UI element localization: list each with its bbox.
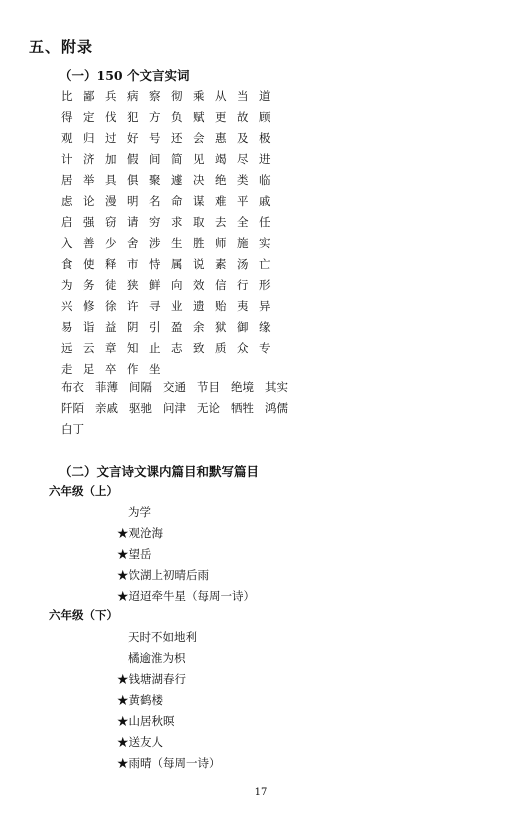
vocab-char: 去 (215, 215, 227, 229)
vocab-char: 负 (171, 110, 183, 124)
poem-title: ★黄鹤楼 (117, 693, 163, 707)
vocab-char: 及 (237, 131, 249, 145)
vocab-char: 御 (237, 320, 249, 334)
vocab-char: 故 (237, 110, 249, 124)
vocab-char: 止 (149, 341, 161, 355)
vocab-char: 亡 (259, 257, 271, 271)
char-row (61, 275, 281, 296)
vocab-char: 俱 (127, 173, 139, 187)
vocab-char: 狭 (127, 278, 139, 292)
vocab-word: 白丁 (61, 422, 84, 436)
vocab-char: 假 (127, 152, 139, 166)
vocab-char: 命 (171, 194, 183, 208)
vocab-char: 虑 (61, 194, 73, 208)
vocab-char: 名 (149, 194, 161, 208)
vocab-char: 务 (83, 278, 95, 292)
vocab-char: 从 (215, 89, 227, 103)
vocab-word: 阡陌 (61, 401, 84, 415)
poem-title: 橘逾淮为枳 (128, 651, 186, 665)
vocab-char: 得 (61, 110, 73, 124)
poem-title: ★饮湖上初晴后雨 (117, 568, 209, 582)
vocab-char: 贻 (215, 299, 227, 313)
vocab-char: 诣 (83, 320, 95, 334)
vocab-char: 类 (237, 173, 249, 187)
poem-title: ★钱塘湖春行 (117, 672, 186, 686)
vocab-char: 走 (61, 362, 73, 376)
page-number: 17 (254, 787, 268, 798)
vocab-char: 会 (193, 131, 205, 145)
vocab-char: 寻 (149, 299, 161, 313)
vocab-char: 察 (149, 89, 161, 103)
vocab-word: 亲戚 (95, 401, 118, 415)
char-row (61, 254, 281, 275)
vocab-char: 修 (83, 299, 95, 313)
vocab-char: 许 (127, 299, 139, 313)
vocab-char: 云 (83, 341, 95, 355)
vocab-char: 异 (259, 299, 271, 313)
vocab-char: 盈 (171, 320, 183, 334)
vocab-char: 间 (149, 152, 161, 166)
vocab-char: 坐 (149, 362, 161, 376)
vocab-char: 知 (127, 341, 139, 355)
poem-title: 天时不如地利 (128, 630, 197, 644)
poem-title: ★雨晴（每周一诗） (117, 756, 221, 770)
vocab-word: 驱驰 (129, 401, 152, 415)
vocab-char: 专 (259, 341, 271, 355)
vocab-char: 施 (237, 236, 249, 250)
vocab-char: 观 (61, 131, 73, 145)
vocab-char: 释 (105, 257, 117, 271)
vocab-char: 食 (61, 257, 73, 271)
vocab-char: 彻 (171, 89, 183, 103)
vocab-char: 少 (105, 236, 117, 250)
vocab-char: 漫 (105, 194, 117, 208)
vocab-char: 生 (171, 236, 183, 250)
vocab-char: 归 (83, 131, 95, 145)
vocab-char: 属 (171, 257, 183, 271)
vocab-char: 还 (171, 131, 183, 145)
vocab-char: 取 (193, 215, 205, 229)
vocab-char: 论 (83, 194, 95, 208)
vocab-char: 鄙 (83, 89, 95, 103)
grade-label-6-upper: 六年级（上） (49, 484, 118, 498)
vocab-char: 任 (259, 215, 271, 229)
vocab-char: 顾 (259, 110, 271, 124)
vocab-char: 更 (215, 110, 227, 124)
vocab-char: 当 (237, 89, 249, 103)
vocab-char: 质 (215, 341, 227, 355)
vocab-char: 难 (215, 194, 227, 208)
vocab-char: 信 (215, 278, 227, 292)
vocab-char: 居 (61, 173, 73, 187)
vocab-char: 加 (105, 152, 117, 166)
vocab-char: 致 (193, 341, 205, 355)
poem-title: ★送友人 (117, 735, 163, 749)
vocabulary-word-list (61, 377, 299, 440)
vocab-char: 比 (61, 89, 73, 103)
char-row (61, 233, 281, 254)
char-row (61, 128, 281, 149)
vocab-char: 形 (259, 278, 271, 292)
vocab-char: 足 (83, 362, 95, 376)
vocab-word: 无论 (197, 401, 220, 415)
vocab-char: 尽 (237, 152, 249, 166)
char-row (61, 317, 281, 338)
vocab-char: 穷 (149, 215, 161, 229)
grade-label-6-lower: 六年级（下） (49, 608, 118, 622)
vocab-word: 菲薄 (95, 380, 118, 394)
vocab-char: 伐 (105, 110, 117, 124)
vocab-char: 说 (193, 257, 205, 271)
char-row (61, 86, 281, 107)
vocab-char: 好 (127, 131, 139, 145)
vocab-char: 狱 (215, 320, 227, 334)
char-row (61, 191, 281, 212)
vocab-char: 求 (171, 215, 183, 229)
vocab-char: 恃 (149, 257, 161, 271)
vocab-char: 作 (127, 362, 139, 376)
vocab-char: 夷 (237, 299, 249, 313)
vocab-char: 遽 (171, 173, 183, 187)
vocab-char: 决 (193, 173, 205, 187)
vocab-char: 赋 (193, 110, 205, 124)
vocab-char: 徒 (105, 278, 117, 292)
vocab-char: 简 (171, 152, 183, 166)
vocab-char: 启 (61, 215, 73, 229)
vocab-char: 引 (149, 320, 161, 334)
vocab-char: 济 (83, 152, 95, 166)
vocab-char: 章 (105, 341, 117, 355)
vocab-word: 节目 (197, 380, 220, 394)
vocab-char: 涉 (149, 236, 161, 250)
vocab-char: 胜 (193, 236, 205, 250)
vocab-word: 间隔 (129, 380, 152, 394)
vocab-word: 布衣 (61, 380, 84, 394)
vocab-char: 谋 (193, 194, 205, 208)
vocab-word: 问津 (163, 401, 186, 415)
vocab-word: 绝境 (231, 380, 254, 394)
word-row (61, 419, 299, 440)
vocab-word: 其实 (265, 380, 288, 394)
word-row (61, 398, 299, 419)
vocab-char: 乘 (193, 89, 205, 103)
vocab-char: 号 (149, 131, 161, 145)
vocab-char: 窃 (105, 215, 117, 229)
vocab-char: 临 (259, 173, 271, 187)
poem-title: 为学 (128, 505, 151, 519)
vocab-char: 缘 (259, 320, 271, 334)
subsection-title-vocabulary: （一）150 个文言实词 (59, 68, 190, 83)
vocab-char: 业 (171, 299, 183, 313)
vocab-char: 为 (61, 278, 73, 292)
vocab-char: 行 (237, 278, 249, 292)
vocab-char: 举 (83, 173, 95, 187)
vocab-char: 病 (127, 89, 139, 103)
subsection-title-poems: （二）文言诗文课内篇目和默写篇目 (59, 464, 260, 479)
vocab-char: 市 (127, 257, 139, 271)
word-row (61, 377, 299, 398)
vocab-char: 具 (105, 173, 117, 187)
vocab-char: 计 (61, 152, 73, 166)
vocab-char: 强 (83, 215, 95, 229)
poem-title: ★望岳 (117, 547, 152, 561)
vocab-char: 阴 (127, 320, 139, 334)
vocab-char: 兵 (105, 89, 117, 103)
vocab-char: 平 (237, 194, 249, 208)
vocab-char: 见 (193, 152, 205, 166)
vocab-char: 效 (193, 278, 205, 292)
section-title: 五、附录 (29, 38, 94, 56)
vocab-char: 实 (259, 236, 271, 250)
char-row (61, 296, 281, 317)
vocab-char: 向 (171, 278, 183, 292)
vocab-char: 犯 (127, 110, 139, 124)
vocab-char: 全 (237, 215, 249, 229)
vocab-char: 遗 (193, 299, 205, 313)
vocab-char: 定 (83, 110, 95, 124)
vocab-char: 极 (259, 131, 271, 145)
vocab-char: 远 (61, 341, 73, 355)
vocab-char: 兴 (61, 299, 73, 313)
vocab-char: 众 (237, 341, 249, 355)
char-row (61, 149, 281, 170)
vocab-char: 舍 (127, 236, 139, 250)
vocab-char: 竭 (215, 152, 227, 166)
vocab-char: 汤 (237, 257, 249, 271)
vocab-char: 过 (105, 131, 117, 145)
vocab-char: 师 (215, 236, 227, 250)
vocab-char: 善 (83, 236, 95, 250)
vocab-char: 聚 (149, 173, 161, 187)
vocab-char: 入 (61, 236, 73, 250)
poem-title: ★观沧海 (117, 526, 163, 540)
char-row (61, 338, 281, 359)
vocab-word: 鸿儒 (265, 401, 288, 415)
vocab-char: 进 (259, 152, 271, 166)
vocab-char: 易 (61, 320, 73, 334)
vocab-char: 请 (127, 215, 139, 229)
vocabulary-char-grid (61, 86, 281, 380)
vocab-char: 道 (259, 89, 271, 103)
vocab-char: 志 (171, 341, 183, 355)
vocab-char: 明 (127, 194, 139, 208)
vocab-char: 鲜 (149, 278, 161, 292)
vocab-char: 使 (83, 257, 95, 271)
char-row (61, 107, 281, 128)
vocab-char: 余 (193, 320, 205, 334)
poem-title: ★迢迢牵牛星（每周一诗） (117, 589, 255, 603)
vocab-char: 卒 (105, 362, 117, 376)
vocab-char: 惠 (215, 131, 227, 145)
char-row (61, 212, 281, 233)
vocab-char: 绝 (215, 173, 227, 187)
poem-title: ★山居秋暝 (117, 714, 175, 728)
vocab-char: 戚 (259, 194, 271, 208)
vocab-char: 徐 (105, 299, 117, 313)
char-row (61, 170, 281, 191)
vocab-word: 交通 (163, 380, 186, 394)
vocab-char: 素 (215, 257, 227, 271)
vocab-char: 方 (149, 110, 161, 124)
vocab-word: 牺牲 (231, 401, 254, 415)
vocab-char: 益 (105, 320, 117, 334)
